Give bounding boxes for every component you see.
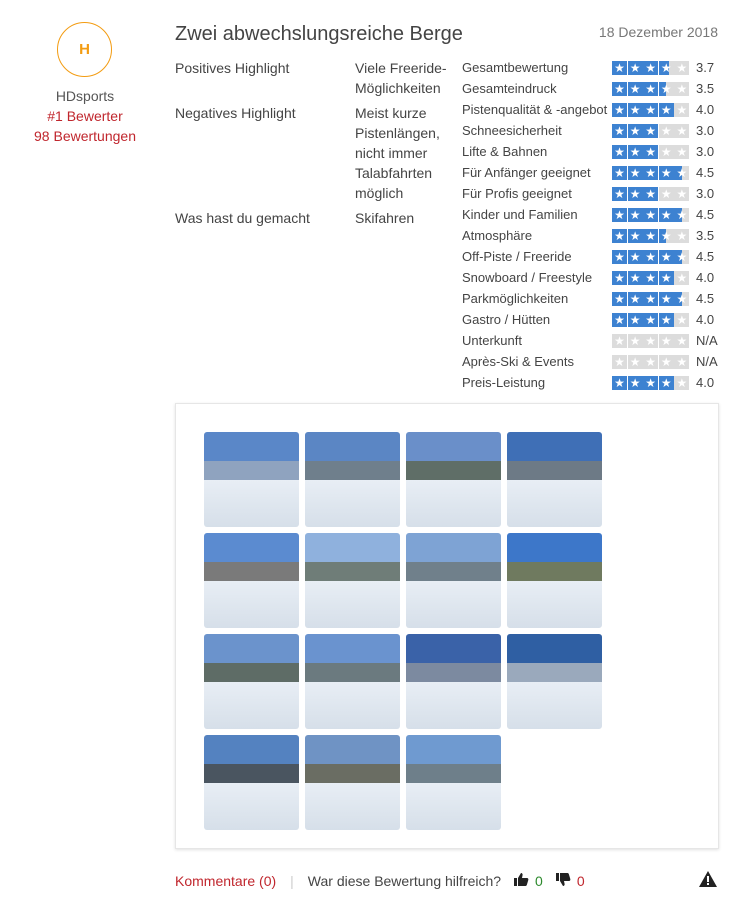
rating-value: 4.0 (696, 270, 715, 285)
gallery-photo[interactable] (204, 533, 299, 628)
gallery-photo[interactable] (507, 533, 602, 628)
star-icon: ★ (659, 166, 674, 180)
star-icon: ★ (628, 271, 643, 285)
rating-value: 4.0 (696, 375, 715, 390)
star-icon: ★ (612, 187, 627, 201)
rating-value: 4.0 (696, 312, 715, 327)
positive-highlight-value: Viele Freeride-Möglichkeiten (355, 60, 447, 96)
star-icon: ★ (659, 313, 674, 327)
rating-label: Pistenqualität & -angebot (462, 102, 608, 117)
rating-row (462, 57, 732, 78)
rating-row (462, 99, 732, 120)
review-date: 18 Dezember 2018 (598, 24, 718, 40)
star-icon: ★ (612, 271, 627, 285)
star-icon: ★ (674, 124, 689, 138)
star-icon: ★ (659, 271, 674, 285)
rating-label: Off-Piste / Freeride (462, 249, 572, 264)
star-icon: ★ (659, 124, 674, 138)
star-icon: ★ (612, 292, 627, 306)
star-icon: ★ (643, 292, 658, 306)
negative-highlight-value: Meist kurze Pistenlängen, nicht immer Talabfahrten möglich (355, 105, 440, 201)
star-icon: ★ (674, 334, 689, 348)
star-icon: ★ (659, 82, 674, 96)
star-icon: ★ (628, 355, 643, 369)
star-icon: ★ (612, 229, 627, 243)
star-rating (612, 103, 690, 117)
gallery-photo[interactable] (406, 735, 501, 830)
rating-row (462, 330, 732, 351)
star-icon: ★ (628, 187, 643, 201)
rating-value: 3.0 (696, 186, 715, 201)
star-icon: ★ (643, 124, 658, 138)
star-icon: ★ (643, 208, 658, 222)
star-rating (612, 313, 690, 327)
star-rating (612, 166, 690, 180)
rating-label: Snowboard / Freestyle (462, 270, 593, 285)
star-rating (612, 292, 690, 306)
rating-value: 4.0 (696, 102, 715, 117)
star-icon: ★ (643, 229, 658, 243)
rating-row (462, 246, 732, 267)
star-icon: ★ (659, 145, 674, 159)
star-icon: ★ (643, 376, 658, 390)
rating-value: 4.5 (696, 165, 715, 180)
star-icon: ★ (612, 166, 627, 180)
star-rating (612, 355, 690, 369)
star-rating (612, 334, 690, 348)
star-rating (612, 82, 690, 96)
rating-value: 3.0 (696, 123, 715, 138)
user-rank[interactable]: #1 Bewerter (47, 108, 123, 124)
gallery-photo[interactable] (204, 432, 299, 527)
negative-highlight-label: Negatives Highlight (175, 105, 296, 121)
star-icon: ★ (643, 145, 658, 159)
thumbs-up-icon[interactable] (513, 872, 529, 891)
star-icon: ★ (612, 355, 627, 369)
star-icon: ★ (628, 292, 643, 306)
rating-label: Preis-Leistung (462, 375, 546, 390)
star-icon: ★ (659, 334, 674, 348)
star-icon: ★ (612, 376, 627, 390)
star-icon: ★ (659, 292, 674, 306)
star-icon: ★ (674, 250, 689, 264)
star-icon: ★ (643, 61, 658, 75)
rating-label: Gastro / Hütten (462, 312, 551, 327)
positive-highlight-label: Positives Highlight (175, 60, 290, 76)
rating-value: 3.7 (696, 60, 715, 75)
star-icon: ★ (659, 103, 674, 117)
gallery-photo[interactable] (406, 634, 501, 729)
star-icon: ★ (674, 292, 689, 306)
gallery-photo[interactable] (204, 634, 299, 729)
rating-row (462, 162, 732, 183)
star-icon: ★ (612, 103, 627, 117)
thumbs-down-icon[interactable] (555, 872, 571, 891)
comments-link[interactable]: Kommentare (0) (175, 873, 277, 889)
star-icon: ★ (674, 313, 689, 327)
star-rating (612, 229, 690, 243)
star-icon: ★ (643, 271, 658, 285)
gallery-photo[interactable] (507, 432, 602, 527)
star-rating (612, 145, 690, 159)
rating-label: Unterkunft (462, 333, 522, 348)
star-icon: ★ (659, 355, 674, 369)
star-icon: ★ (612, 61, 627, 75)
star-icon: ★ (643, 334, 658, 348)
star-icon: ★ (659, 61, 674, 75)
star-icon: ★ (643, 103, 658, 117)
star-rating (612, 208, 690, 222)
gallery-photo[interactable] (507, 634, 602, 729)
review-footer (175, 871, 719, 891)
star-icon: ★ (643, 355, 658, 369)
star-icon: ★ (612, 124, 627, 138)
star-rating (612, 187, 690, 201)
gallery-photo[interactable] (305, 432, 400, 527)
star-icon: ★ (674, 187, 689, 201)
star-icon: ★ (612, 82, 627, 96)
ratings-table (462, 57, 732, 393)
rating-row (462, 351, 732, 372)
gallery-photo[interactable] (305, 735, 400, 830)
star-rating (612, 271, 690, 285)
gallery-photo[interactable] (204, 735, 299, 830)
footer-separator: | (290, 873, 294, 889)
rating-label: Für Anfänger geeignet (462, 165, 591, 180)
star-icon: ★ (628, 208, 643, 222)
review-title: Zwei abwechslungsreiche Berge (175, 23, 463, 45)
helpful-question: War diese Bewertung hilfreich? (307, 873, 502, 889)
star-icon: ★ (674, 208, 689, 222)
rating-row (462, 141, 732, 162)
star-icon: ★ (643, 313, 658, 327)
star-icon: ★ (628, 313, 643, 327)
rating-label: Gesamtbewertung (462, 60, 569, 75)
rating-value: N/A (696, 354, 718, 369)
star-rating (612, 250, 690, 264)
warning-icon[interactable] (699, 871, 717, 892)
rating-row (462, 183, 732, 204)
star-icon: ★ (628, 250, 643, 264)
rating-label: Atmosphäre (462, 228, 533, 243)
star-icon: ★ (674, 271, 689, 285)
rating-row (462, 204, 732, 225)
rating-value: N/A (696, 333, 718, 348)
rating-label: Après-Ski & Events (462, 354, 574, 369)
star-icon: ★ (628, 166, 643, 180)
star-icon: ★ (612, 145, 627, 159)
star-icon: ★ (643, 250, 658, 264)
star-icon: ★ (628, 124, 643, 138)
star-icon: ★ (612, 334, 627, 348)
rating-value: 3.0 (696, 144, 715, 159)
star-icon: ★ (674, 166, 689, 180)
upvote-count: 0 (535, 873, 543, 889)
rating-value: 3.5 (696, 81, 715, 96)
user-name[interactable]: HDsports (55, 88, 115, 104)
star-icon: ★ (628, 334, 643, 348)
star-icon: ★ (628, 82, 643, 96)
star-icon: ★ (643, 187, 658, 201)
star-icon: ★ (659, 229, 674, 243)
star-icon: ★ (659, 250, 674, 264)
star-icon: ★ (674, 103, 689, 117)
rating-label: Lifte & Bahnen (462, 144, 548, 159)
photo-gallery (175, 403, 719, 849)
star-icon: ★ (659, 187, 674, 201)
user-reviews-count[interactable]: 98 Bewertungen (34, 128, 136, 144)
rating-row (462, 267, 732, 288)
star-icon: ★ (674, 355, 689, 369)
star-icon: ★ (674, 376, 689, 390)
star-icon: ★ (643, 166, 658, 180)
star-icon: ★ (659, 208, 674, 222)
star-icon: ★ (628, 61, 643, 75)
rating-label: Kinder und Familien (462, 207, 578, 222)
rating-label: Parkmöglichkeiten (462, 291, 569, 306)
star-icon: ★ (628, 145, 643, 159)
star-rating (612, 61, 690, 75)
activity-label: Was hast du gemacht (175, 210, 310, 226)
rating-value: 4.5 (696, 249, 715, 264)
star-icon: ★ (628, 376, 643, 390)
rating-row (462, 225, 732, 246)
rating-row (462, 288, 732, 309)
star-icon: ★ (659, 376, 674, 390)
star-icon: ★ (674, 229, 689, 243)
rating-row (462, 309, 732, 330)
star-icon: ★ (674, 145, 689, 159)
rating-label: Für Profis geeignet (462, 186, 572, 201)
gallery-photo[interactable] (305, 634, 400, 729)
rating-row (462, 120, 732, 141)
star-icon: ★ (643, 82, 658, 96)
rating-value: 4.5 (696, 291, 715, 306)
star-icon: ★ (612, 250, 627, 264)
rating-value: 3.5 (696, 228, 715, 243)
user-avatar[interactable]: H (57, 22, 112, 77)
rating-label: Schneesicherheit (462, 123, 562, 138)
star-icon: ★ (612, 208, 627, 222)
rating-label: Gesamteindruck (462, 81, 557, 96)
downvote-count: 0 (576, 873, 585, 889)
star-rating (612, 124, 690, 138)
rating-row (462, 372, 732, 393)
star-icon: ★ (628, 229, 643, 243)
star-icon: ★ (628, 103, 643, 117)
rating-value: 4.5 (696, 207, 715, 222)
activity-value: Skifahren (355, 210, 415, 226)
star-icon: ★ (612, 313, 627, 327)
gallery-photo[interactable] (406, 432, 501, 527)
rating-row (462, 78, 732, 99)
gallery-photo[interactable] (305, 533, 400, 628)
star-icon: ★ (674, 61, 689, 75)
gallery-photo[interactable] (406, 533, 501, 628)
star-icon: ★ (674, 82, 689, 96)
star-rating (612, 376, 690, 390)
